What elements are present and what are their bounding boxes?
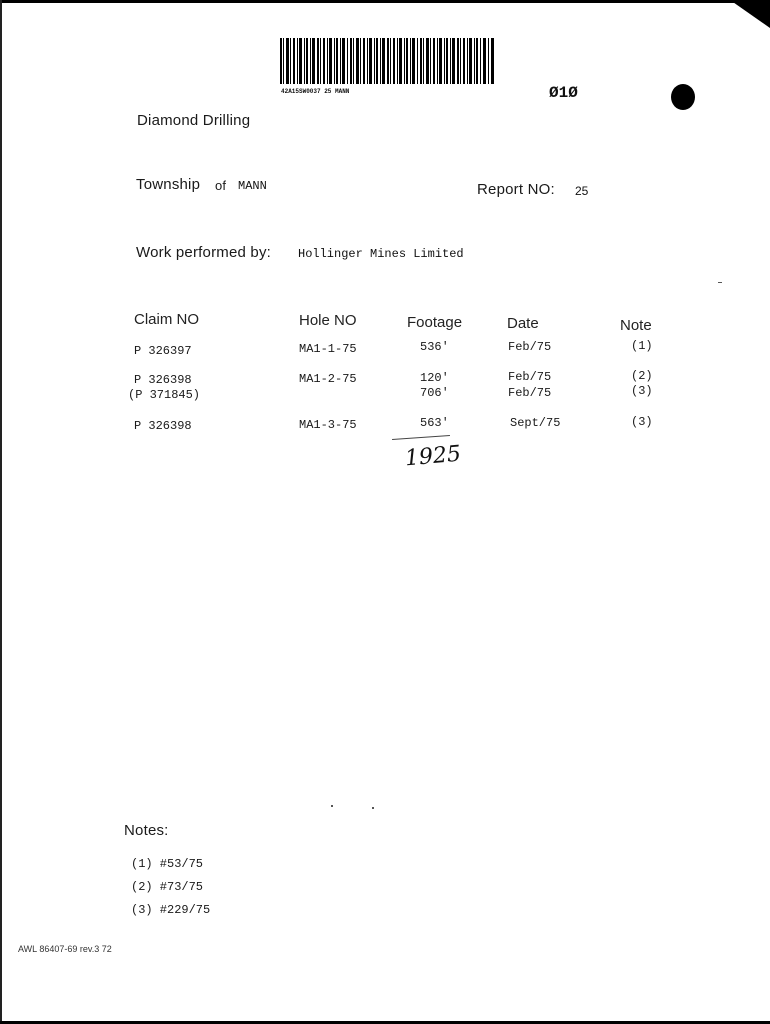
table-header-hole: Hole NO (299, 312, 357, 329)
notes-label: Notes: (124, 822, 169, 839)
claim-cell-secondary: (P 371845) (128, 388, 201, 402)
punch-hole (671, 84, 695, 110)
document-heading: Diamond Drilling (137, 112, 251, 129)
note-item: (2) #73/75 (131, 880, 204, 894)
barcode (280, 38, 496, 84)
scan-left-edge (0, 0, 2, 1024)
report-label: Report NO: (477, 181, 555, 198)
note-item: (3) #229/75 (131, 903, 211, 917)
township-of-label: of (215, 178, 227, 193)
table-header-claim: Claim NO (134, 311, 200, 328)
footage-cell: 563' (420, 416, 449, 430)
work-performed-label: Work performed by: (136, 244, 272, 261)
table-header-note: Note (620, 317, 652, 334)
table-header-footage: Footage (407, 314, 463, 331)
note-cell: (1) (631, 339, 653, 353)
township-value: MANN (238, 179, 267, 193)
form-code: AWL 86407-69 rev.3 72 (18, 944, 112, 954)
note-cell: (2) (631, 369, 653, 383)
report-number: 25 (575, 184, 589, 198)
handwritten-total: 1925 (404, 441, 462, 472)
note-item: (1) #53/75 (131, 857, 204, 871)
barcode-graphic (280, 38, 496, 84)
hole-cell: MA1-2-75 (299, 372, 357, 386)
hole-cell: MA1-3-75 (299, 418, 357, 432)
footage-cell-secondary: 706' (420, 386, 449, 400)
note-cell: (3) (631, 415, 653, 429)
claim-cell: P 326397 (134, 344, 192, 358)
date-cell-secondary: Feb/75 (508, 386, 552, 400)
file-code: Ø1Ø (549, 84, 578, 102)
scan-corner (730, 0, 770, 28)
date-cell: Sept/75 (510, 416, 561, 430)
scan-speck (718, 282, 722, 283)
work-performed-value: Hollinger Mines Limited (298, 247, 464, 261)
date-cell: Feb/75 (508, 370, 552, 384)
claim-cell: P 326398 (134, 373, 192, 387)
hole-cell: MA1-1-75 (299, 342, 357, 356)
scan-top-edge (0, 0, 770, 3)
footage-cell: 536' (420, 340, 449, 354)
scan-speck (331, 805, 333, 807)
note-cell-secondary: (3) (631, 384, 653, 398)
township-label: Township (136, 176, 201, 193)
barcode-caption: 42A15SW0037 25 MANN (281, 88, 350, 95)
date-cell: Feb/75 (508, 340, 552, 354)
scan-speck (372, 807, 374, 809)
claim-cell: P 326398 (134, 419, 192, 433)
table-header-date: Date (507, 315, 539, 332)
total-underline (392, 435, 450, 440)
footage-cell: 120' (420, 371, 449, 385)
